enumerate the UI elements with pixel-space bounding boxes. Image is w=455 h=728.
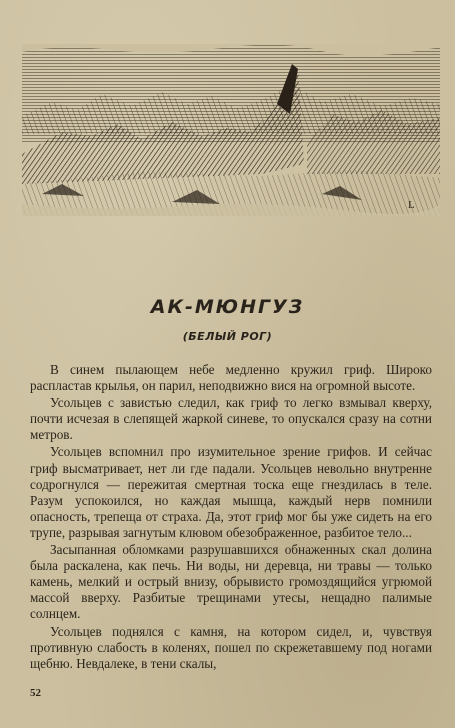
paragraph: Усольцев с завистью следил, как гриф то легко взмывал кверху, почти исчезая в слепящей жаркой синеве, то опускался сразу на сотни метров. (30, 395, 432, 443)
paragraph: Засыпанная обломками разрушавшихся обнаженных скал долина была раскалена, как печь. Ни воды, ни деревца, ни травы — только камень, мелкий и острый внизу, обрывисто громоздящийся угрюмой массой вверху. Разбитые трещинами утесы, нещадно палимые солнцем. (30, 542, 432, 622)
illustration-signature: L (408, 199, 415, 211)
body-text (30, 362, 432, 673)
chapter-title: АК-МЮНГУЗ (150, 296, 305, 318)
paragraph: В синем пылающем небе медленно кружил гриф. Широко распластав крылья, он парил, неподвижно вися на огромной высоте. (30, 362, 432, 394)
mountain-landscape-illustration (22, 44, 440, 216)
paragraph: Усольцев вспомнил про изумительное зрение грифов. И сейчас гриф высматривает, нет ли где падали. Усольцев невольно внутренне содрогнулся — пережитая смертная тоска еще гнездилась в теле. Разум успокоился, но каждая мышца, каждый нерв помнили опасность, трепеща от страха. Да, этот гриф мог бы уже сидеть на его трупе, разрывая загнутым клювом обезображенное, разбитое тело... (30, 444, 432, 540)
page-number: 52 (30, 687, 41, 699)
paragraph: Усольцев поднялся с камня, на котором сидел, и, чувствуя противную слабость в коленях, пошел по скрежетавшему под ногами щебню. Невдалеке, в тени скалы, (30, 623, 432, 671)
chapter-subtitle: (БЕЛЫЙ РОГ) (182, 330, 273, 343)
